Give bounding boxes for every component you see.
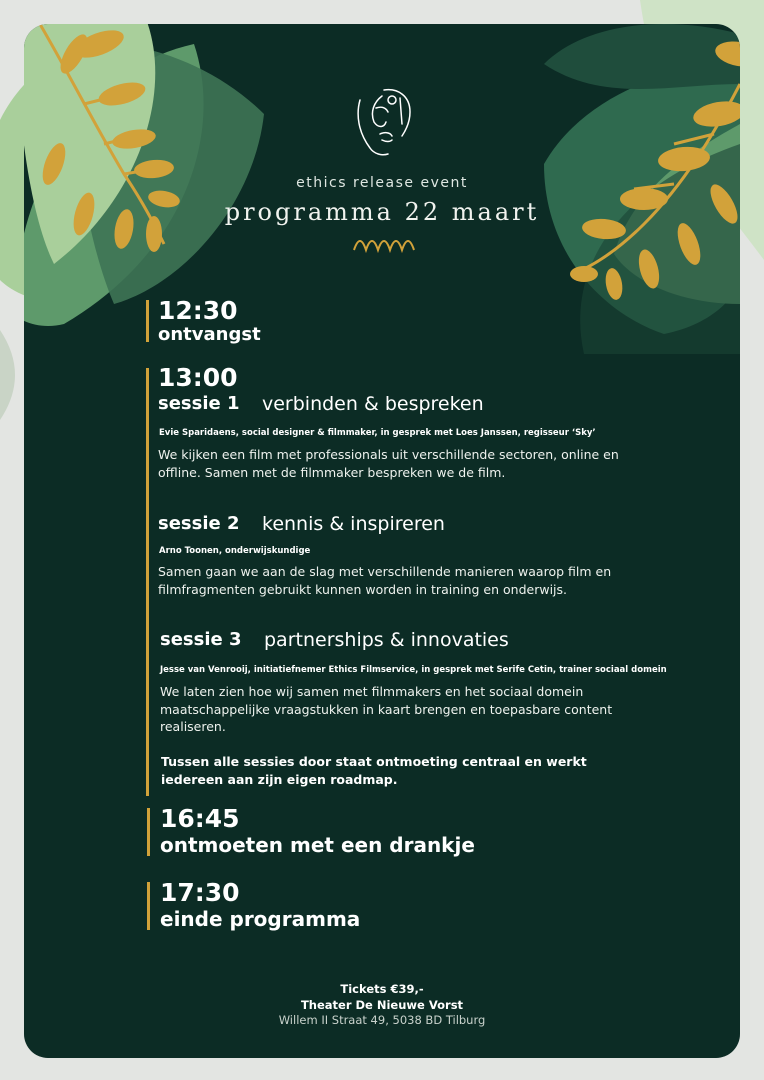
line-face-icon bbox=[352, 86, 416, 158]
footer-venue: Theater De Nieuwe Vorst bbox=[300, 998, 464, 1012]
session-1-description: We kijken een film met professionals uit verschillende sectoren, online en offline. Samen met de filmmaker bespreken we de film. bbox=[158, 447, 619, 480]
session-1-label: sessie 1 bbox=[158, 393, 240, 414]
session-3-label: sessie 3 bbox=[160, 629, 242, 650]
session-2-label: sessie 2 bbox=[158, 513, 240, 534]
label-ontvangst: ontvangst bbox=[158, 324, 261, 345]
footer-tickets: Tickets €39,- bbox=[340, 982, 424, 996]
time-1230: 12:30 bbox=[158, 296, 238, 325]
footer-address: Willem II Straat 49, 5038 BD Tilburg bbox=[278, 1013, 486, 1027]
time-1645: 16:45 bbox=[160, 804, 240, 833]
label-drankje: ontmoeten met een drankje bbox=[160, 833, 475, 857]
session-2-description: Samen gaan we aan de slag met verschillende manieren waarop film en filmfragmenten gebruikt kunnen worden in training en onderwijs. bbox=[158, 564, 612, 597]
session-1-speaker: Evie Sparidaens, social designer & filmmaker, in gesprek met Loes Janssen, regisseur ‘Sky’ bbox=[159, 428, 596, 438]
event-subtitle: ethics release event bbox=[296, 175, 468, 191]
sessions-note: Tussen alle sessies door staat ontmoeting centraal en werkt iedereen aan zijn eigen roadmap. bbox=[161, 754, 587, 787]
timeline-bar bbox=[146, 368, 149, 796]
session-3-description: We laten zien hoe wij samen met filmmakers en het sociaal domein maatschappelijke vraagstukken in kaart brengen en toepasbare content realiseren. bbox=[160, 684, 613, 734]
time-1300: 13:00 bbox=[158, 363, 238, 392]
timeline-bar bbox=[147, 882, 150, 930]
session-3-speaker: Jesse van Venrooij, initiatiefnemer Ethics Filmservice, in gesprek met Serife Cetin, trainer sociaal domein bbox=[160, 665, 667, 675]
page-title: programma 22 maart bbox=[224, 198, 540, 226]
wave-divider-icon bbox=[352, 236, 416, 254]
time-1730: 17:30 bbox=[160, 878, 240, 907]
timeline-bar bbox=[147, 808, 150, 856]
session-1-topic: verbinden & bespreken bbox=[262, 393, 484, 415]
label-einde: einde programma bbox=[160, 907, 361, 931]
session-2-speaker: Arno Toonen, onderwijskundige bbox=[159, 546, 311, 556]
session-2-topic: kennis & inspireren bbox=[262, 513, 445, 535]
session-3-topic: partnerships & innovaties bbox=[264, 629, 509, 651]
timeline-bar bbox=[146, 300, 149, 342]
